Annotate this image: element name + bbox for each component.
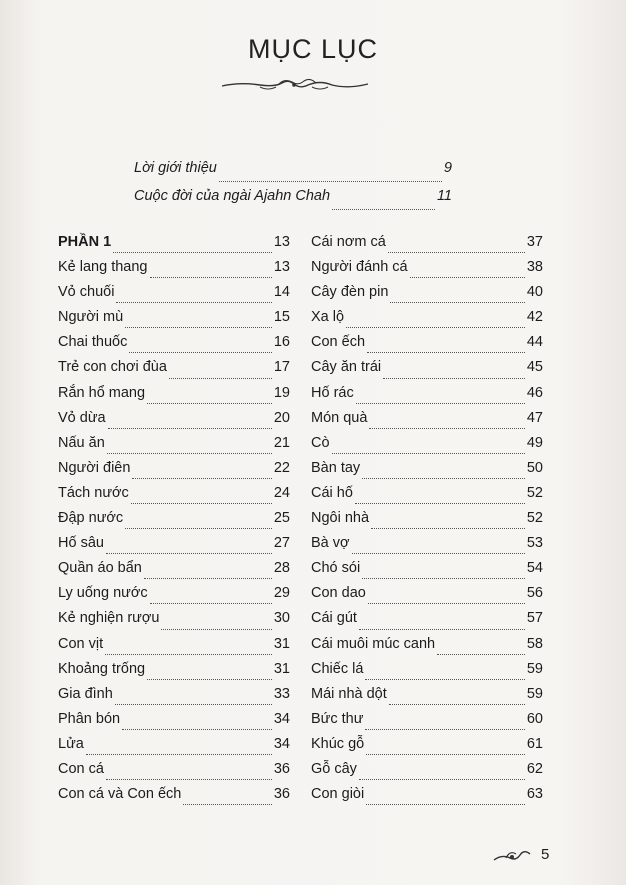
dot-leader — [144, 578, 272, 579]
toc-entry[interactable] — [311, 711, 543, 736]
entry-page: 17 — [273, 359, 290, 376]
entry-page: 56 — [526, 585, 543, 602]
dot-leader — [125, 528, 272, 529]
entry-title: Con cá và Con ếch — [58, 786, 182, 803]
entry-page: 36 — [273, 760, 290, 777]
toc-entry[interactable] — [311, 435, 543, 460]
dot-leader — [115, 704, 272, 705]
entry-page: 20 — [273, 409, 290, 426]
entry-page: 37 — [526, 234, 543, 250]
entry-title: Hố rác — [311, 384, 354, 401]
entry-title: Người đánh cá — [311, 259, 408, 276]
entry-title: Cây ăn trái — [311, 359, 382, 376]
entry-title: Khoảng trống — [58, 660, 146, 677]
toc-right-column — [311, 234, 543, 811]
entry-page: 46 — [526, 384, 543, 401]
entry-page: 28 — [273, 560, 290, 577]
entry-title: Bàn tay — [311, 459, 361, 476]
dot-leader — [362, 578, 525, 579]
toc-entry[interactable] — [311, 661, 543, 686]
entry-page: 53 — [526, 535, 543, 552]
dot-leader — [365, 729, 524, 730]
toc-entry[interactable] — [58, 309, 290, 334]
dot-leader — [356, 403, 525, 404]
entry-title: Chai thuốc — [58, 334, 128, 351]
entry-page: 13 — [273, 259, 290, 276]
dot-leader — [132, 478, 271, 479]
entry-page: 11 — [436, 188, 452, 204]
dot-leader — [108, 428, 272, 429]
dot-leader — [116, 302, 271, 303]
toc-entry[interactable] — [58, 636, 290, 661]
entry-page: 38 — [526, 259, 543, 276]
entry-page: 24 — [273, 484, 290, 501]
entry-title: Đập nước — [58, 510, 124, 527]
dot-leader — [359, 779, 525, 780]
entry-title: Nấu ăn — [58, 434, 105, 451]
toc-entry[interactable] — [58, 359, 290, 384]
entry-title: Gỗ cây — [311, 760, 357, 777]
toc-entry[interactable] — [58, 686, 290, 711]
entry-title: Vỏ dừa — [58, 409, 106, 426]
entry-title: Con giòi — [311, 786, 365, 803]
entry-title: Người điên — [58, 459, 131, 476]
toc-entry[interactable] — [311, 610, 543, 635]
entry-title: PHẦN 1 — [58, 234, 112, 250]
entry-title: Bà vợ — [311, 535, 350, 552]
toc-entry[interactable] — [134, 160, 452, 188]
toc-entry[interactable] — [58, 535, 290, 560]
toc-entry[interactable] — [58, 661, 290, 686]
toc-entry[interactable] — [311, 686, 543, 711]
entry-title: Gia đình — [58, 685, 113, 702]
toc-entry[interactable] — [58, 460, 290, 485]
entry-page: 44 — [526, 334, 543, 351]
dot-leader — [367, 352, 525, 353]
intro-entries — [134, 160, 452, 216]
entry-title: Con vịt — [58, 635, 104, 652]
toc-entry[interactable] — [134, 188, 452, 216]
toc-entry[interactable] — [58, 560, 290, 585]
toc-entry[interactable] — [58, 736, 290, 761]
dot-leader — [147, 679, 272, 680]
entry-title: Cái muôi múc canh — [311, 635, 436, 652]
page-number: 5 — [541, 846, 550, 863]
entry-page: 54 — [526, 560, 543, 577]
entry-page: 31 — [273, 660, 290, 677]
entry-title: Hố sâu — [58, 535, 104, 552]
dot-leader — [150, 603, 272, 604]
toc-entry[interactable] — [311, 385, 543, 410]
dot-leader — [150, 277, 272, 278]
toc-entry[interactable] — [58, 284, 290, 309]
entry-page: 59 — [526, 685, 543, 702]
entry-title: Người mù — [58, 309, 124, 326]
toc-entry[interactable] — [58, 485, 290, 510]
toc-entry[interactable] — [311, 585, 543, 610]
entry-title: Phân bón — [58, 710, 121, 727]
entry-title: Ly uống nước — [58, 585, 148, 602]
entry-title: Con cá — [58, 760, 104, 777]
dot-leader — [125, 327, 272, 328]
toc-entry[interactable] — [58, 410, 290, 435]
entry-title: Cò — [311, 434, 330, 451]
entry-page: 14 — [273, 284, 290, 301]
entry-page: 15 — [273, 309, 290, 326]
entry-page: 42 — [526, 309, 543, 326]
entry-page: 59 — [526, 660, 543, 677]
dot-leader — [366, 754, 525, 755]
dot-leader — [359, 629, 525, 630]
toc-left-column — [58, 234, 290, 811]
entry-page: 60 — [526, 710, 543, 727]
toc-entry[interactable] — [311, 485, 543, 510]
toc-entry[interactable] — [311, 510, 543, 535]
toc-entry[interactable] — [58, 234, 290, 259]
toc-entry[interactable] — [311, 560, 543, 585]
dot-leader — [105, 654, 272, 655]
dot-leader — [332, 453, 525, 454]
entry-page: 61 — [526, 735, 543, 752]
toc-entry[interactable] — [311, 259, 543, 284]
toc-entry[interactable] — [311, 410, 543, 435]
toc-entry[interactable] — [311, 309, 543, 334]
dot-leader — [388, 252, 525, 253]
dot-leader — [389, 704, 525, 705]
entry-title: Con dao — [311, 585, 366, 602]
entry-page: 33 — [273, 685, 290, 702]
entry-page: 25 — [273, 510, 290, 527]
dot-leader — [346, 327, 525, 328]
dot-leader — [383, 378, 525, 379]
toc-entry[interactable] — [311, 284, 543, 309]
toc-entry[interactable] — [58, 334, 290, 359]
entry-page: 34 — [273, 735, 290, 752]
dot-leader — [131, 503, 272, 504]
entry-page: 52 — [526, 484, 543, 501]
entry-title: Mái nhà dột — [311, 685, 387, 702]
dot-leader — [362, 478, 525, 479]
toc-entry[interactable] — [58, 610, 290, 635]
entry-title: Quần áo bẩn — [58, 560, 142, 577]
entry-page: 58 — [526, 635, 543, 652]
entry-title: Cái hố — [311, 484, 353, 501]
flourish-icon — [492, 846, 532, 866]
entry-title: Lửa — [58, 735, 84, 752]
entry-page: 34 — [273, 710, 290, 727]
entry-title: Cây đèn pin — [311, 284, 389, 301]
entry-title: Lời giới thiệu — [134, 160, 217, 176]
entry-page: 57 — [526, 610, 543, 627]
entry-page: 29 — [273, 585, 290, 602]
entry-title: Xa lộ — [311, 309, 345, 326]
toc-entry[interactable] — [58, 435, 290, 460]
entry-title: Chiếc lá — [311, 660, 364, 677]
dot-leader — [410, 277, 525, 278]
entry-title: Cái gút — [311, 610, 357, 627]
entry-page: 9 — [443, 160, 452, 176]
toc-entry[interactable] — [311, 786, 543, 811]
dot-leader — [368, 603, 525, 604]
dot-leader — [106, 553, 272, 554]
entry-page: 31 — [273, 635, 290, 652]
toc-entry[interactable] — [311, 761, 543, 786]
page-title: MỤC LỤC — [247, 34, 378, 64]
entry-title: Khúc gỗ — [311, 735, 365, 752]
dot-leader — [437, 654, 525, 655]
dot-leader — [365, 679, 524, 680]
dot-leader — [86, 754, 272, 755]
dot-leader — [371, 528, 525, 529]
toc-entry[interactable] — [58, 259, 290, 284]
entry-title: Chó sói — [311, 560, 361, 577]
dot-leader — [129, 352, 272, 353]
entry-page: 49 — [526, 434, 543, 451]
entry-page: 47 — [526, 409, 543, 426]
entry-title: Rắn hổ mang — [58, 384, 146, 401]
entry-page: 22 — [273, 459, 290, 476]
entry-page: 36 — [273, 786, 290, 803]
entry-page: 62 — [526, 760, 543, 777]
entry-page: 30 — [273, 610, 290, 627]
entry-title: Con ếch — [311, 334, 366, 351]
dot-leader — [352, 553, 525, 554]
entry-title: Kẻ lang thang — [58, 259, 148, 276]
dot-leader — [147, 403, 272, 404]
entry-page: 63 — [526, 786, 543, 803]
toc-entry[interactable] — [58, 510, 290, 535]
entry-page: 45 — [526, 359, 543, 376]
entry-page: 50 — [526, 459, 543, 476]
toc-entry[interactable] — [311, 359, 543, 384]
entry-title: Vỏ chuối — [58, 284, 115, 301]
flourish-icon — [220, 76, 370, 94]
entry-title: Món quà — [311, 409, 368, 426]
dot-leader — [183, 804, 272, 805]
toc-entry[interactable] — [311, 736, 543, 761]
entry-page: 21 — [273, 434, 290, 451]
toc-entry[interactable] — [58, 761, 290, 786]
dot-leader — [355, 503, 525, 504]
toc-entry[interactable] — [311, 636, 543, 661]
toc-entry[interactable] — [58, 711, 290, 736]
entry-title: Cái nơm cá — [311, 234, 386, 250]
toc-entry[interactable] — [311, 460, 543, 485]
entry-page: 13 — [273, 234, 290, 250]
toc-entry[interactable] — [58, 786, 290, 811]
toc-entry[interactable] — [58, 385, 290, 410]
entry-title: Trẻ con chơi đùa — [58, 359, 167, 376]
dot-leader — [369, 428, 524, 429]
entry-title: Tách nước — [58, 484, 129, 501]
entry-title: Bức thư — [311, 710, 364, 727]
dot-leader — [390, 302, 524, 303]
dot-leader — [366, 804, 525, 805]
entry-page: 40 — [526, 284, 543, 301]
dot-leader — [122, 729, 272, 730]
entry-page: 16 — [273, 334, 290, 351]
toc-entry[interactable] — [58, 585, 290, 610]
entry-title: Cuộc đời của ngài Ajahn Chah — [134, 188, 331, 204]
entry-title: Kẻ nghiện rượu — [58, 610, 160, 627]
toc-entry[interactable] — [311, 234, 543, 259]
dot-leader — [332, 209, 435, 210]
dot-leader — [107, 453, 272, 454]
entry-page: 19 — [273, 384, 290, 401]
dot-leader — [219, 181, 442, 182]
entry-page: 27 — [273, 535, 290, 552]
toc-entry[interactable] — [311, 334, 543, 359]
toc-entry[interactable] — [311, 535, 543, 560]
entry-title: Ngôi nhà — [311, 510, 370, 527]
dot-leader — [169, 378, 272, 379]
entry-page: 52 — [526, 510, 543, 527]
dot-leader — [161, 629, 271, 630]
dot-leader — [113, 252, 272, 253]
dot-leader — [106, 779, 272, 780]
